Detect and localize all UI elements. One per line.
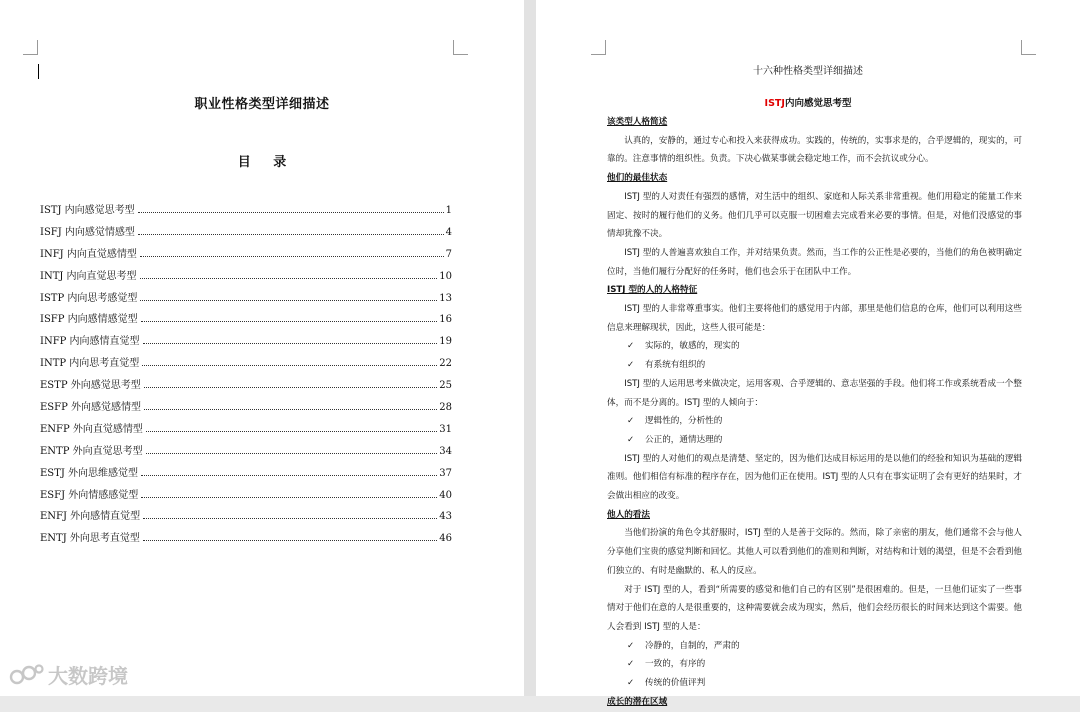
toc-entry-page-number: 4: [445, 226, 452, 238]
toc-entry[interactable]: [40, 201, 452, 223]
toc-entry-page-number: 28: [439, 402, 452, 414]
toc-entry[interactable]: [40, 332, 452, 354]
section-heading: ISTJ 型的人的人格特征: [607, 285, 698, 296]
toc-entry-page-number: 43: [439, 511, 452, 523]
toc-entry-label: INTP 内向思考直觉型: [40, 358, 140, 370]
toc-leader-dots: [141, 497, 437, 498]
watermark: [8, 660, 128, 689]
toc-leader-dots: [143, 540, 437, 541]
paragraph: 对于 ISTJ 型的人，看到“所需要的感觉和他们自己的有区别”是很困难的。但是，一旦他们证实了一些事情对于他们在意的人是很重要的，这种需要就会成为现实，然后，他们会经历很长的时间来达到这个需要。他人会看到 ISTJ 型的人是：: [607, 584, 1022, 632]
bullet-text: 逻辑性的，分析性的: [645, 416, 723, 427]
toc-entry-page-number: 19: [439, 336, 452, 348]
toc-leader-dots: [142, 365, 437, 366]
type-code: ISTJ: [764, 98, 785, 109]
bullet-item: [607, 674, 1022, 693]
bullet-item: [607, 356, 1022, 375]
toc-leader-dots: [144, 387, 438, 388]
crop-mark-top-right: [453, 40, 468, 55]
toc-leader-dots: [140, 278, 438, 279]
toc-entry-label: ISTP 内向思考感觉型: [40, 292, 138, 304]
checkmark-icon: ✓: [627, 678, 635, 689]
toc-entry[interactable]: [40, 376, 452, 398]
toc-entry-label: ESTP 外向感觉思考型: [40, 380, 141, 392]
paragraph: ISTJ 型的人普遍喜欢独自工作，并对结果负责。然而，当工作的公正性是必要的，当他们的角色被明确定位时，当他们履行分配好的任务时，他们也会乐于在团队中工作。: [607, 247, 1022, 277]
toc-leader-dots: [146, 431, 437, 432]
toc-entry-page-number: 10: [439, 270, 452, 282]
toc-entry-page-number: 46: [439, 533, 452, 545]
toc-leader-dots: [138, 234, 444, 235]
toc-entry[interactable]: [40, 529, 452, 551]
toc-leader-dots: [140, 256, 444, 257]
paragraph: ISTJ 型的人对他们的观点是清楚、坚定的，因为他们达成目标运用的是以他们的经验和知识为基础的逻辑准则。他们相信有标准的程序存在，因为他们正在使用。ISTJ 型的人只有在事实证明了会有更好的结果时，才会做出相应的改变。: [607, 453, 1022, 502]
bullet-text: 实际的，敏感的，现实的: [645, 341, 740, 352]
toc-entry-page-number: 22: [439, 358, 452, 370]
toc-entry-page-number: 31: [439, 423, 452, 435]
toc-entry-label: INFJ 内向直觉感情型: [40, 248, 137, 260]
toc-entry-page-number: 40: [439, 489, 452, 501]
toc-entry[interactable]: [40, 245, 452, 267]
toc-entry-page-number: 16: [439, 314, 452, 326]
paragraph: ISTJ 型的人运用思考来做决定，运用客观、合乎逻辑的、意志坚强的手段。他们将工作或系统看成一个整体，而不是分离的。ISTJ 型的人倾向于：: [607, 378, 1022, 408]
checkmark-icon: ✓: [627, 360, 635, 371]
toc-entry[interactable]: [40, 507, 452, 529]
toc-entry[interactable]: [40, 464, 452, 486]
toc-entry[interactable]: [40, 310, 452, 332]
toc-entry-label: ISFP 内向感情感觉型: [40, 314, 138, 326]
toc-entry[interactable]: [40, 420, 452, 442]
bullet-item: [607, 431, 1022, 450]
crop-mark-top-left: [23, 40, 38, 55]
page-header: 十六种性格类型详细描述: [753, 66, 863, 77]
checkmark-icon: ✓: [627, 434, 635, 445]
page-gap: [524, 0, 536, 696]
table-of-contents: [40, 201, 452, 551]
section-heading: 成长的潜在区域: [607, 696, 668, 707]
bullet-text: 有系统有组织的: [645, 360, 706, 371]
checkmark-icon: ✓: [627, 416, 635, 427]
document-body[interactable]: [607, 113, 1022, 712]
toc-entry[interactable]: [40, 442, 452, 464]
toc-leader-dots: [143, 343, 438, 344]
toc-entry-label: ISTJ 内向感觉思考型: [40, 205, 135, 216]
toc-leader-dots: [141, 475, 437, 476]
toc-leader-dots: [143, 518, 437, 519]
bullet-text: 公正的，通情达理的: [645, 434, 723, 445]
toc-entry-label: INTJ 内向直觉思考型: [40, 270, 137, 282]
crop-mark-top-right: [1021, 40, 1036, 55]
type-name: 内向感觉思考型: [784, 98, 852, 109]
toc-entry-label: ESFP 外向感觉感情型: [40, 402, 141, 414]
crop-mark-top-left: [591, 40, 606, 55]
bullet-item: [607, 412, 1022, 431]
toc-entry-label: ENFP 外向直觉感情型: [40, 423, 143, 435]
type-title: [536, 95, 1080, 109]
toc-entry-page-number: 7: [445, 248, 452, 260]
toc-leader-dots: [138, 212, 444, 213]
toc-entry[interactable]: [40, 398, 452, 420]
toc-entry[interactable]: [40, 267, 452, 289]
toc-leader-dots: [146, 453, 438, 454]
bullet-text: 传统的价值评判: [645, 678, 706, 689]
toc-entry[interactable]: [40, 223, 452, 245]
dashuju-logo-icon: [8, 661, 44, 689]
bullet-item: [607, 655, 1022, 674]
toc-heading: 目 录: [237, 155, 287, 170]
toc-entry-label: ENTP 外向直觉思考型: [40, 445, 143, 457]
section-heading: 他人的看法: [607, 509, 650, 520]
toc-entry-label: ENFJ 外向感情直觉型: [40, 511, 141, 523]
toc-entry-page-number: 1: [445, 205, 452, 216]
paragraph: 认真的，安静的，通过专心和投入来获得成功。实践的，传统的，实事求是的，合乎逻辑的，现实的，可靠的。注意事情的组织性。负责。下决心做某事就会稳定地工作，而不会抗议或分心。: [607, 135, 1022, 165]
toc-leader-dots: [140, 300, 437, 301]
toc-leader-dots: [141, 321, 438, 322]
toc-entry[interactable]: [40, 354, 452, 376]
paragraph: ISTJ 型的人对责任有强烈的感情，对生活中的组织、家庭和人际关系非常重视。他们用稳定的能量工作来固定、按时的履行他们的义务。他们几乎可以克服一切困难去完成看来必要的事情。但是，对他们没感觉的事情却犹豫不决。: [607, 191, 1022, 240]
checkmark-icon: ✓: [627, 341, 635, 352]
toc-entry[interactable]: [40, 289, 452, 311]
toc-leader-dots: [144, 409, 437, 410]
toc-entry-label: ENTJ 外向思考直觉型: [40, 533, 140, 545]
document-title: 职业性格类型详细描述: [194, 97, 330, 112]
toc-entry-page-number: 34: [439, 445, 452, 457]
text-cursor: [38, 64, 39, 79]
document-page-right[interactable]: [536, 0, 1080, 707]
toc-entry-label: INFP 内向感情直觉型: [40, 336, 140, 348]
toc-entry-page-number: 37: [439, 467, 452, 479]
checkmark-icon: ✓: [627, 659, 635, 670]
toc-entry-page-number: 13: [439, 292, 452, 304]
watermark-text: 大数跨境: [48, 664, 128, 688]
section-heading: 该类型人格简述: [607, 117, 668, 127]
paragraph: 当他们扮演的角色令其舒服时，ISTJ 型的人是善于交际的。然而，除了亲密的朋友，他们通常不会与他人分享他们宝贵的感觉判断和回忆。其他人可以看到他们的准则和判断，对结构和计划的渴望，但是不会看到他们独立的、有时是幽默的、私人的反应。: [607, 528, 1022, 576]
bullet-text: 一致的，有序的: [645, 659, 706, 670]
section-heading: 他们的最佳状态: [607, 173, 668, 184]
toc-entry-label: ESTJ 外向思维感觉型: [40, 467, 139, 479]
bullet-item: [607, 637, 1022, 656]
bullet-text: 冷静的，自制的，严肃的: [645, 640, 740, 651]
document-page-left[interactable]: [0, 0, 524, 696]
toc-entry[interactable]: [40, 486, 452, 508]
checkmark-icon: ✓: [627, 640, 635, 651]
paragraph: ISTJ 型的人非常尊重事实。他们主要将他们的感觉用于内部，那里是他们信息的仓库，他们可以利用这些信息来理解现状，因此，这些人很可能是：: [607, 304, 1022, 333]
toc-entry-label: ISFJ 内向感觉情感型: [40, 226, 135, 238]
toc-entry-label: ESFJ 外向情感感觉型: [40, 489, 139, 501]
bullet-item: [607, 337, 1022, 356]
toc-entry-page-number: 25: [439, 380, 452, 392]
